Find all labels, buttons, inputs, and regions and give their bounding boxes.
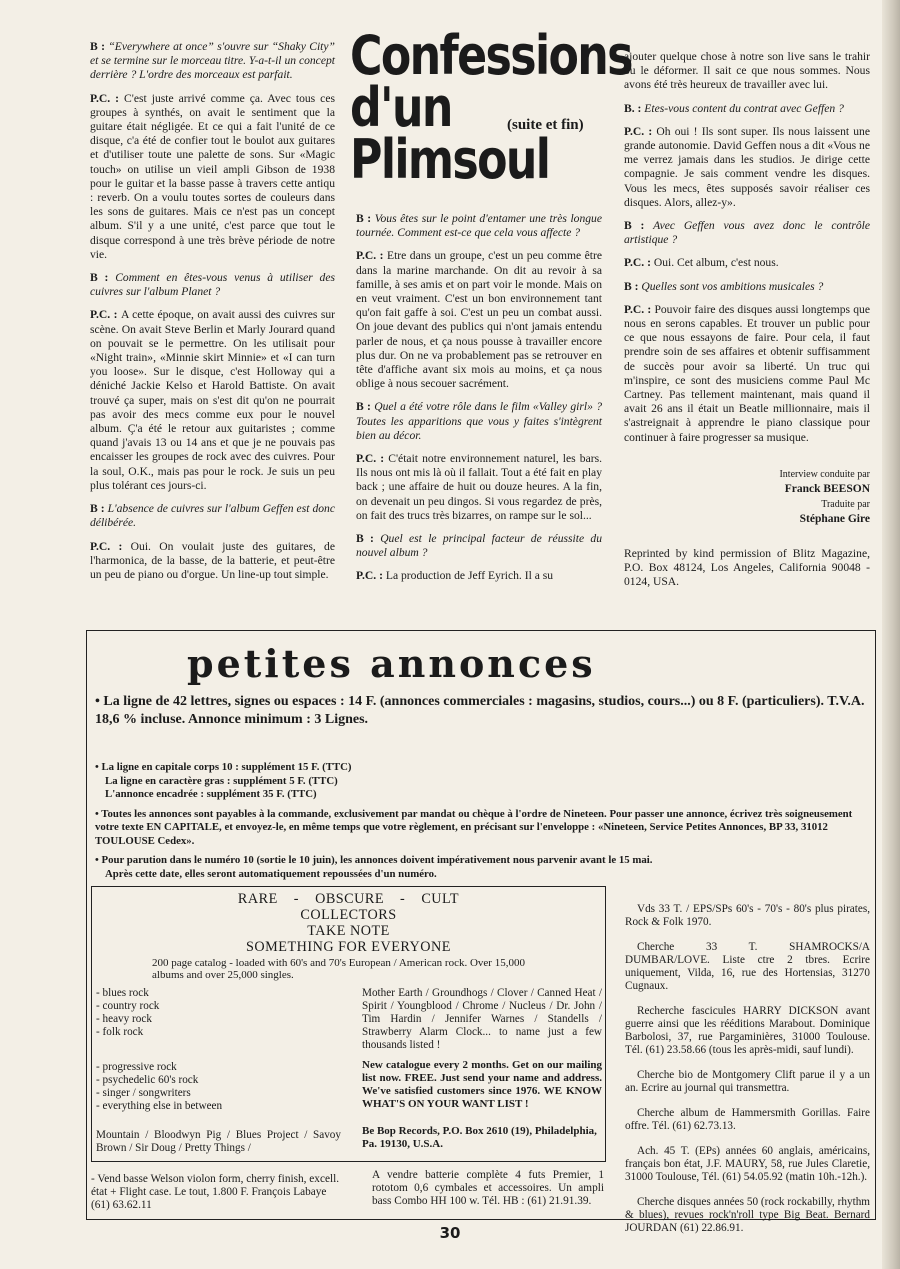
- speaker-label: P.C. :: [90, 308, 121, 322]
- bebop-head-2: COLLECTORS: [300, 907, 397, 923]
- interview-paragraph: [356, 532, 602, 560]
- speaker-label: B :: [356, 212, 375, 225]
- article-column-3: [624, 50, 870, 589]
- article-headline: [350, 24, 632, 191]
- paragraph-text: C'est juste arrivé comme ça. Avec tous ces groupes à synthés, on avait le sentiment que la guitare était négligée. Et ce qui a fait l'unité de ce disque, c'a été de confier tout le boulot aux guitares et d'utiliser toute une palette de sons. Sur «Magic touch» on utilise un vieil ampli Gibson de 1938 pour le guitar et la basse passe à travers cette antiqu : reverb. On a voulu toutes sortes de couleurs dans les sons de guitares. Mais ce n'est pas un concept album. S'il y a une unité, c'est parce que tout le disque correspond à une très brève période de notre vie.: [90, 91, 335, 261]
- page-number: 30: [439, 1224, 461, 1242]
- bebop-bands-right: Mother Earth / Groundhogs / Clover / Canned Heat / Spirit / Youngblood / Chrome / Nucleus / Dr. John / Tim Hardin / Jennifer Warnes / Standells / Strawberry Alarm Clock... to name just a few thousands listed !: [362, 987, 602, 1051]
- paragraph-text: Etre dans un groupe, c'est un peu comme être dans la marine marchande. On dit au revoir à sa famille, à ses amis et on part voir le monde. Mais on en veut vraiment. C'est un bon environnement tant qu'on fait gaffe à soi. C'est un peu un combat aussi. On joue devant des publics qui n'ont jamais entendu parler de nous, et ça nous pousse à travailler encore plus dur. On ne va probablement pas se retrouver en tête d'affiche avant six mois au moins, et ça nous oblige à nous secouer sacrément.: [356, 249, 602, 391]
- article-credits: [624, 467, 870, 527]
- article-column-2: [356, 212, 602, 593]
- speaker-label: B :: [356, 400, 375, 414]
- interview-paragraph: [90, 40, 335, 83]
- interview-paragraph: [624, 256, 870, 270]
- speaker-label: B :: [356, 532, 381, 546]
- speaker-label: P.C. :: [356, 452, 389, 466]
- ads-supplements: [95, 761, 867, 802]
- ads-title: petites annonces: [187, 641, 596, 686]
- genre-item: - blues rock: [96, 987, 149, 999]
- genre-item: - progressive rock: [96, 1061, 177, 1073]
- paragraph-text: Pouvoir faire des disques aussi longtemps que nous en serons capables. Et trouver un public pour ce que nous essayons de faire. Pour cela, il faut prendre soin de ses affaires et obtenir suffisamment de succès pour avoir sa liberté. Un truc qui m'inspire, ce sont des musiciens comme Paul Mc Cartney. Pas tellement maintenant, mais quand il avait 26 ans il était un Beatle millionnaire, mais il s'astreignait à apprendre le piano classique pour continuer à faire progresser sa musique.: [624, 302, 870, 444]
- paragraph-text: Oui. On voulait juste des guitares, de l'harmonica, de la basse, de la batterie, et peut-être un peu de piano ou d'orgue. Un line-up tout simple.: [90, 539, 335, 581]
- interview-paragraph: [356, 569, 602, 583]
- speaker-label: P.C. :: [624, 256, 654, 270]
- interview-paragraph: [90, 540, 335, 583]
- paragraph-text: Quel a été votre rôle dans le film «Valley girl» ? Toutes les apparitions que vous y faites s'intègrent bien au décor.: [356, 400, 603, 442]
- paragraph-text: Comment en êtes-vous venus à utiliser des cuivres sur l'album Planet ?: [90, 271, 335, 299]
- genre-item: - country rock: [96, 1000, 160, 1012]
- interview-paragraph: [624, 303, 870, 445]
- headline-line-2: d'un: [350, 76, 452, 139]
- paragraph-text: Quelles sont vos ambitions musicales ?: [641, 279, 824, 293]
- paragraph-text: “Everywhere at once” s'ouvre sur “Shaky City” et se termine sur le morceau titre. Y-a-t-il un concept derrière ? L'ordre des morceaux est parfait.: [90, 40, 335, 82]
- ads-rules: [95, 761, 867, 881]
- paragraph-text: Etes-vous content du contrat avec Geffen ?: [644, 101, 844, 115]
- speaker-label: P.C. :: [356, 249, 387, 263]
- speaker-label: P.C. :: [356, 569, 386, 583]
- speaker-label: B. :: [624, 101, 645, 115]
- ad-drums-for-sale: A vendre batterie complète 4 futs Premier, 1 rototom 0,6 cymbales et accessoires. Un ampli bass Combo HH 100 w. Tél. HB : (61) 21.91.39.: [372, 1169, 604, 1207]
- credit-line-1: Interview conduite par: [779, 468, 870, 480]
- genre-item: - psychedelic 60's rock: [96, 1074, 199, 1086]
- classified-entry: Vds 33 T. / EPS/SPs 60's - 70's - 80's plus pirates, Rock & Folk 1970.: [625, 903, 870, 928]
- bebop-head-4: SOMETHING FOR EVERYONE: [246, 939, 451, 955]
- interview-paragraph: [624, 280, 870, 294]
- ads-deadline-note: Après cette date, elles seront automatiquement repoussées d'un numéro.: [105, 867, 437, 880]
- interview-paragraph: [90, 308, 335, 493]
- credit-name-1: Franck BEESON: [784, 482, 870, 495]
- paragraph-text: Vous êtes sur le point d'entamer une très longue tournée. Comment est-ce que cela vous affecte ?: [356, 212, 603, 240]
- interview-paragraph: [624, 219, 870, 247]
- classified-entry: Cherche album de Hammersmith Gorillas. Faire offre. Tél. (61) 62.73.13.: [625, 1107, 870, 1132]
- interview-paragraph: [624, 102, 870, 116]
- ads-rate-info: • La ligne de 42 lettres, signes ou espaces : 14 F. (annonces commerciales : magasins, studios, cours...) ou 8 F. (particuliers). T.V.A. 18,6 % incluse. Annonce minimum : 3 Lignes.: [95, 694, 865, 727]
- credit-line-2: Traduite par: [821, 498, 870, 510]
- genre-list-2: [96, 1061, 336, 1113]
- supplement-bold: La ligne en caractère gras : supplément 5 F. (TTC): [105, 774, 338, 787]
- classified-entry: Cherche bio de Montgomery Clift parue il y a un an. Ecrire au journal qui transmettra.: [625, 1069, 870, 1094]
- bebop-head-1: RARE - OBSCURE - CULT: [237, 891, 460, 907]
- bebop-catalog: 200 page catalog - loaded with 60's and 70's European / American rock. Over 15,000 albums and over 25,000 singles.: [152, 957, 525, 981]
- speaker-label: P.C. :: [90, 539, 131, 553]
- paragraph-text: L'absence de cuivres sur l'album Geffen est donc délibérée.: [90, 502, 336, 530]
- interview-paragraph: [356, 212, 602, 240]
- article-column-1: [90, 40, 335, 591]
- bebop-address: Be Bop Records, P.O. Box 2610 (19), Philadelphia, Pa. 19130, U.S.A.: [362, 1125, 597, 1150]
- speaker-label: P.C. :: [90, 91, 125, 105]
- paragraph-text: Quel est le principal facteur de réussite du nouvel album ?: [356, 532, 602, 560]
- classified-entry: Cherche disques années 50 (rock rockabilly, rhythm & blues), revues rock'n'roll type Big Beat. Bernard JOURDAN (61) 22.86.91.: [625, 1196, 870, 1234]
- supplement-capital: • La ligne en capitale corps 10 : supplément 15 F. (TTC): [95, 761, 352, 773]
- genre-item: - singer / songwriters: [96, 1087, 191, 1099]
- genre-item: - heavy rock: [96, 1013, 152, 1025]
- genre-item: - folk rock: [96, 1026, 144, 1038]
- headline-line-1: Confessions: [350, 24, 632, 87]
- classified-ads-box: [86, 630, 876, 1234]
- bebop-bands-left: Mountain / Bloodwyn Pig / Blues Project / Savoy Brown / Sir Doug / Pretty Things /: [96, 1129, 341, 1154]
- bebop-headline: [92, 891, 605, 955]
- speaker-label: B :: [624, 279, 642, 293]
- bebop-records-ad: [91, 886, 606, 1162]
- supplement-framed: L'annonce encadrée : supplément 35 F. (TTC): [105, 788, 317, 800]
- paragraph-text: Avec Geffen vous avez donc le contrôle artistique ?: [624, 219, 870, 247]
- column-3-interview: [624, 50, 870, 445]
- interview-paragraph: [90, 502, 335, 530]
- genre-list-1: [96, 987, 336, 1039]
- credit-name-2: Stéphane Gire: [799, 512, 870, 525]
- ads-deadline: • Pour parution dans le numéro 10 (sortie le 10 juin), les annonces doivent impérativement nous parvenir avant le 15 mai.: [95, 854, 653, 866]
- speaker-label: P.C. :: [624, 124, 657, 138]
- paragraph-text: A cette époque, on avait aussi des cuivres sur scène. On avait Steve Berlin et Marly Jourard quand on pouvait se le permettre. On les utilisait pour «Night train», «Minnie skirt Minnie» et «I can turn you loose». Sur le disque, c'est Holloway qui a déniché Jackie Kelso et Harold Battiste. On avait trouvé ça super, mais on s'est dit qu'on ne pourrait pas avoir des mecs comme eux pour le nouvel album. Ç'a été le retour aux guitaristes ; comme quand j'avais 13 ou 14 ans et que je ne pouvais pas encaisser les groupes de rock avec des cuivres. Pour la soul, O.K., mais pas pour le rock. Je suis un peu plus tolérant ces jours-ci.: [90, 308, 335, 492]
- speaker-label: B :: [90, 271, 116, 285]
- classified-entry: Cherche 33 T. SHAMROCKS/A DUMBAR/LOVE. Liste ctre 2 tbres. Ecrire uniquement, Vilda, 16, rue des Hortensias, 31270 Cugnaux.: [625, 941, 870, 992]
- interview-paragraph: [356, 249, 602, 391]
- speaker-label: B :: [624, 219, 654, 233]
- paragraph-text: C'était notre environnement naturel, les bars. Ils nous ont mis là où il fallait. Tout a été fait en play back ; une affaire de huit ou douze heures. A la fin, on devenait un peu dingos. Si vous regardez de près, on fait des trucs très bizarres, on rampe sur le sol...: [356, 452, 602, 522]
- bebop-newsletter: New catalogue every 2 months. Get on our mailing list now. FREE. Just send your name and address. We've satisfied customers since 1976. WE KNOW WHAT'S ON YOUR WANT LIST !: [362, 1059, 602, 1110]
- classified-list: [625, 903, 870, 1247]
- paragraph-text: La production de Jeff Eyrich. Il a su: [385, 569, 554, 583]
- interview-paragraph: [356, 400, 602, 443]
- interview-paragraph: [356, 452, 602, 523]
- page-binding-edge: [882, 0, 900, 1269]
- speaker-label: B :: [90, 502, 108, 516]
- headline-suffix: (suite et fin): [507, 117, 584, 133]
- speaker-label: B :: [90, 40, 109, 53]
- interview-paragraph: [90, 92, 335, 262]
- interview-paragraph: [90, 271, 335, 299]
- speaker-label: P.C. :: [624, 302, 655, 316]
- reprint-notice: Reprinted by kind permission of Blitz Magazine, P.O. Box 48124, Los Angeles, California 90048 - 0124, USA.: [624, 546, 870, 589]
- bebop-head-3: TAKE NOTE: [307, 923, 390, 939]
- headline-line-3: Plimsoul: [350, 128, 550, 191]
- genre-item: - everything else in between: [96, 1100, 223, 1112]
- paragraph-text: Oui. Cet album, c'est nous.: [653, 256, 779, 270]
- paragraph-text: Oh oui ! Ils sont super. Ils nous laissent une grande autonomie. David Geffen nous a dit «Vous ne me verrez jamais dans les studios. Je dirige cette compagnie. Je sais comment vendre les disques. Vous les mecs, êtes supposés savoir réaliser ces disques. Alors, allez-y».: [624, 124, 870, 209]
- ads-payment-info: • Toutes les annonces sont payables à la commande, exclusivement par mandat ou chèque à l'ordre de Nineteen. Pour passer une annonce, écrivez très soigneusement votre texte EN CAPITALE, et envoyez-le, en même temps que votre règlement, en précisant sur l'enveloppe : «Nineteen, Service Petites Annonces, BP 33, 31012 TOULOUSE Cedex».: [95, 807, 853, 847]
- interview-paragraph: [624, 125, 870, 210]
- classified-entry: Recherche fascicules HARRY DICKSON avant guerre ainsi que les rééditions Marabout. Dominique Barbolosi, 37, rue Pargaminières, 31000 Toulouse. Tél. (61) 23.58.66 (tous les après-midi, sauf lundi).: [625, 1005, 870, 1056]
- classified-entry: Ach. 45 T. (EPs) années 60 anglais, américains, français bon état, J.F. MAURY, 58, rue Jules Claretie, 31000 Toulouse, Tél. (61) 54.05.92 (matin 10h.-12h.).: [625, 1145, 870, 1183]
- ad-bass-for-sale: - Vend basse Welson violon form, cherry finish, excell. état + Flight case. Le tout, 1.800 F. François Labaye (61) 63.62.11: [91, 1173, 340, 1211]
- interview-paragraph: [624, 50, 870, 93]
- paragraph-text: ajouter quelque chose à notre son live sans le trahir ou le déformer. Il sait ce que nous sommes. Nous avons été très heureux de travailler avec lui.: [624, 50, 870, 92]
